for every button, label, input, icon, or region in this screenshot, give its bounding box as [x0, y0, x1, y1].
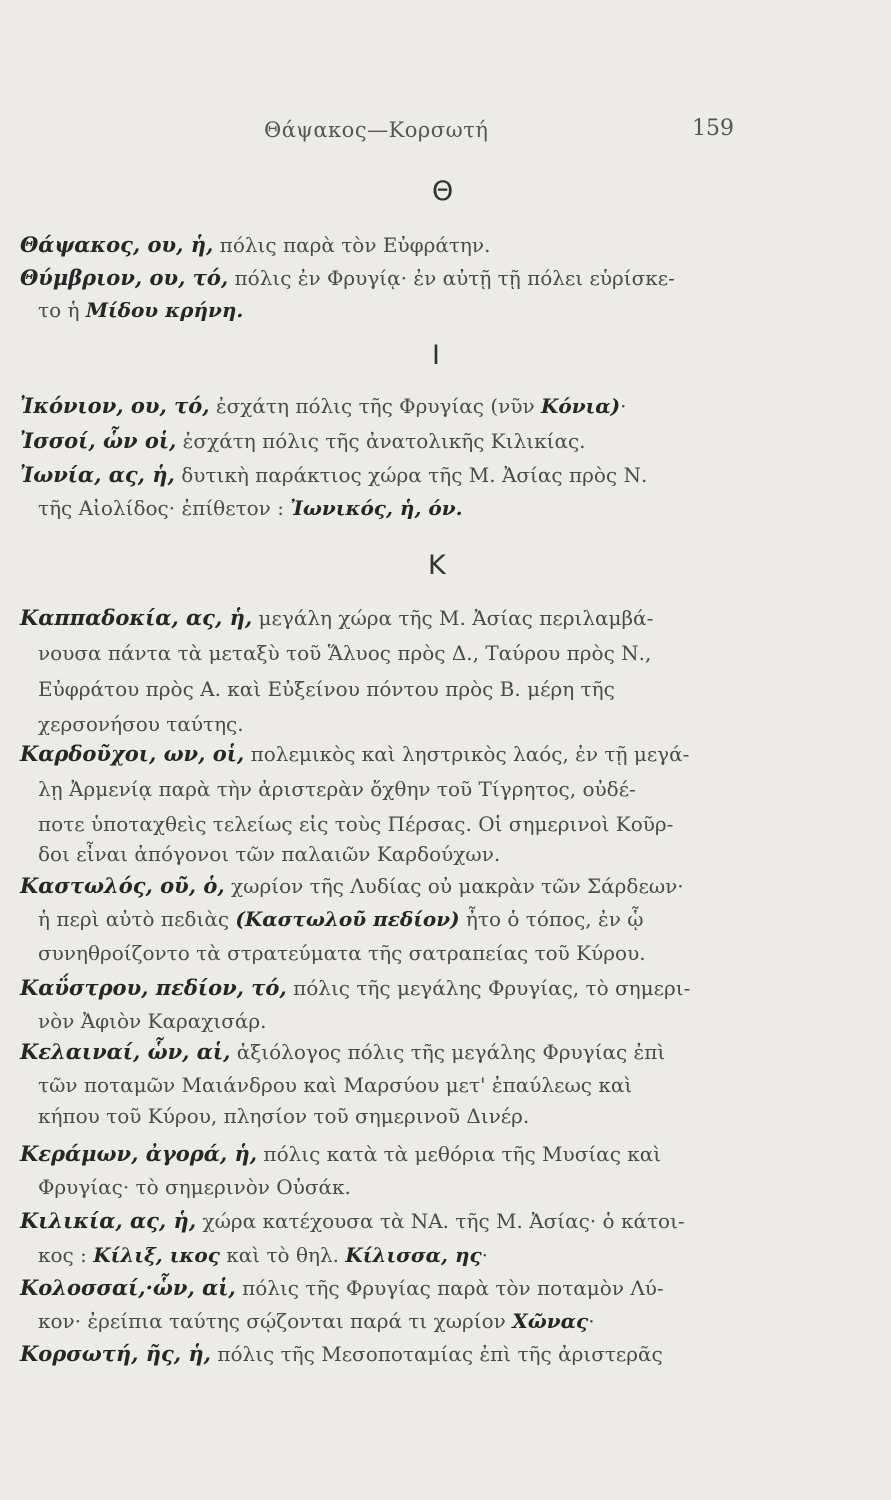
entry-thapsakos — [20, 232, 490, 257]
definition-text: τῆς Αἰολίδος· ἐπίθετον : — [38, 496, 291, 520]
emphasis-text: Ἰωνικός, ἡ, όν. — [290, 496, 463, 520]
headword: Κολοσσαί,·ὧν, αἱ, — [20, 1275, 236, 1300]
definition-text: ἡ περὶ αὐτὸ πεδιὰς — [38, 907, 236, 931]
entry-kilikia-cont — [38, 1243, 488, 1267]
running-title: Θάψακος—Κορσωτή — [264, 118, 489, 142]
emphasis-text: Μίδου κρήνη. — [85, 298, 244, 322]
entry-ionia-cont — [38, 496, 463, 520]
definition-text: χωρίον τῆς Λυδίας οὐ μακρὰν τῶν Σάρδεων· — [224, 874, 684, 898]
definition-text: · — [588, 1309, 595, 1333]
definition-text: πόλις κατὰ τὰ μεθόρια τῆς Μυσίας καὶ — [257, 1142, 662, 1166]
entry-kelainai-cont: κήπου τοῦ Κύρου, πλησίον τοῦ σημερινοῦ Δινέρ. — [38, 1104, 530, 1128]
section-heading-theta: Θ — [432, 176, 454, 207]
entry-kardouchoi — [20, 741, 689, 766]
entry-kastolos — [20, 873, 684, 898]
entry-ikonion — [20, 393, 627, 418]
headword: Ἰσσοί, ὧν οἱ, — [20, 428, 177, 453]
emphasis-text: Κίλισσα, ης — [345, 1243, 482, 1267]
headword: Θάψακος, ου, ἡ, — [20, 232, 214, 257]
headword: Κορσωτή, ῆς, ἡ, — [20, 1341, 211, 1366]
definition-text: ἀξιόλογος πόλις τῆς μεγάλης Φρυγίας ἐπὶ — [230, 1040, 666, 1064]
definition-text: κον· ἐρείπια ταύτης σῴζονται παρά τι χωρίον — [38, 1309, 513, 1333]
headword: Κιλικία, ας, ἡ, — [20, 1208, 197, 1233]
entry-thymbrion — [20, 265, 675, 290]
emphasis-text: Χῶνας — [512, 1309, 589, 1333]
headword: Καρδοῦχοι, ων, οἱ, — [20, 741, 245, 766]
entry-kastolos-cont — [38, 907, 644, 931]
entry-kastolos-cont: συνηθροίζοντο τὰ στρατεύματα τῆς σατραπείας τοῦ Κύρου. — [38, 941, 646, 965]
entry-kilikia — [20, 1208, 685, 1233]
headword: Καΰστρου, πεδίον, τό, — [20, 975, 287, 1000]
definition-text: πόλις ἐν Φρυγίᾳ· ἐν αὐτῇ τῇ πόλει εὑρίσκε- — [228, 266, 675, 290]
emphasis-text: Κίλιξ, ικος — [93, 1243, 220, 1267]
definition-text: · — [620, 394, 627, 418]
definition-text: πολεμικὸς καὶ ληστρικὸς λαός, ἐν τῇ μεγά- — [244, 742, 690, 766]
entry-kappadokia — [20, 605, 653, 630]
definition-text: πόλις τῆς Φρυγίας παρὰ τὸν ποταμὸν Λύ- — [235, 1276, 664, 1300]
section-heading-kappa: Κ — [428, 550, 446, 581]
definition-text: πόλις τῆς μεγάλης Φρυγίας, τὸ σημερι- — [286, 976, 691, 1000]
definition-text: χώρα κατέχουσα τὰ ΝΑ. τῆς Μ. Ἀσίας· ὁ κάτοι- — [196, 1209, 685, 1233]
entry-kardouchoi-cont: ποτε ὑποταχθεὶς τελείως εἰς τοὺς Πέρσας. Οἱ σημερινοὶ Κοῦρ- — [38, 812, 674, 836]
definition-text: κος : — [38, 1243, 94, 1267]
entry-kelainai — [20, 1039, 665, 1064]
headword: Κεράμων, ἀγορά, ἡ, — [20, 1141, 258, 1166]
entry-ionia — [20, 462, 647, 487]
emphasis-text: Κόνια) — [541, 394, 621, 418]
definition-text: ἐσχάτη πόλις τῆς ἀνατολικῆς Κιλικίας. — [176, 429, 586, 453]
entry-kardouchoi-cont: δοι εἶναι ἀπόγονοι τῶν παλαιῶν Καρδούχων. — [38, 842, 501, 866]
entry-issoi — [20, 428, 586, 453]
headword: Καστωλός, οῦ, ὁ, — [20, 873, 225, 898]
headword: Καππαδοκία, ας, ἡ, — [20, 605, 253, 630]
definition-text: · — [481, 1243, 489, 1267]
entry-keramon-cont: Φρυγίας· τὸ σημερινὸν Οὐσάκ. — [38, 1175, 351, 1199]
definition-text: πόλις παρὰ τὸν Εὐφράτην. — [213, 233, 491, 257]
definition-text: μεγάλη χώρα τῆς Μ. Ἀσίας περιλαμβά- — [252, 606, 654, 630]
section-heading-iota: Ι — [432, 340, 440, 371]
definition-text: πόλις τῆς Μεσοποταμίας ἐπὶ τῆς ἀριστερᾶς — [210, 1342, 663, 1366]
definition-text: δυτικὴ παράκτιος χώρα τῆς Μ. Ἀσίας πρὸς Ν. — [174, 463, 648, 487]
definition-text: το ἡ — [38, 298, 86, 322]
entry-kelainai-cont: τῶν ποταμῶν Μαιάνδρου καὶ Μαρσύου μετ' ἐπαύλεως καὶ — [38, 1073, 633, 1097]
emphasis-text: (Καστωλοῦ πεδίον) — [235, 907, 460, 931]
page-number: 159 — [692, 116, 734, 141]
entry-kappadokia-cont: νουσα πάντα τὰ μεταξὺ τοῦ Ἅλυος πρὸς Δ., Ταύρου πρὸς Ν., — [38, 641, 652, 665]
entry-kolossai-cont — [38, 1309, 595, 1333]
entry-kappadokia-cont: Εὐφράτου πρὸς Α. καὶ Εὐξείνου πόντου πρὸς Β. μέρη τῆς — [38, 677, 615, 701]
entry-thymbrion-cont — [38, 298, 243, 322]
entry-korsote — [20, 1341, 663, 1366]
headword: Ἰκόνιον, ου, τό, — [20, 393, 210, 418]
entry-keramon — [20, 1141, 661, 1166]
headword: Ἰωνία, ας, ἡ, — [20, 462, 175, 487]
entry-kaystrou — [20, 975, 690, 1000]
entry-kaystrou-cont: νὸν Ἀφιὸν Καραχισάρ. — [38, 1009, 267, 1033]
definition-text: καὶ τὸ θηλ. — [219, 1243, 346, 1267]
headword: Κελαιναί, ὧν, αἱ, — [20, 1039, 231, 1064]
headword: Θύμβριον, ου, τό, — [20, 265, 229, 290]
entry-kappadokia-cont: χερσονήσου ταύτης. — [38, 712, 244, 736]
definition-text: ἐσχάτη πόλις τῆς Φρυγίας (νῦν — [209, 394, 541, 418]
definition-text: ἦτο ὁ τόπος, ἐν ᾧ — [459, 907, 644, 931]
entry-kolossai — [20, 1275, 664, 1300]
entry-kardouchoi-cont: λῃ Ἀρμενίᾳ παρὰ τὴν ἀριστερὰν ὄχθην τοῦ Τίγρητος, οὐδέ- — [38, 777, 636, 801]
